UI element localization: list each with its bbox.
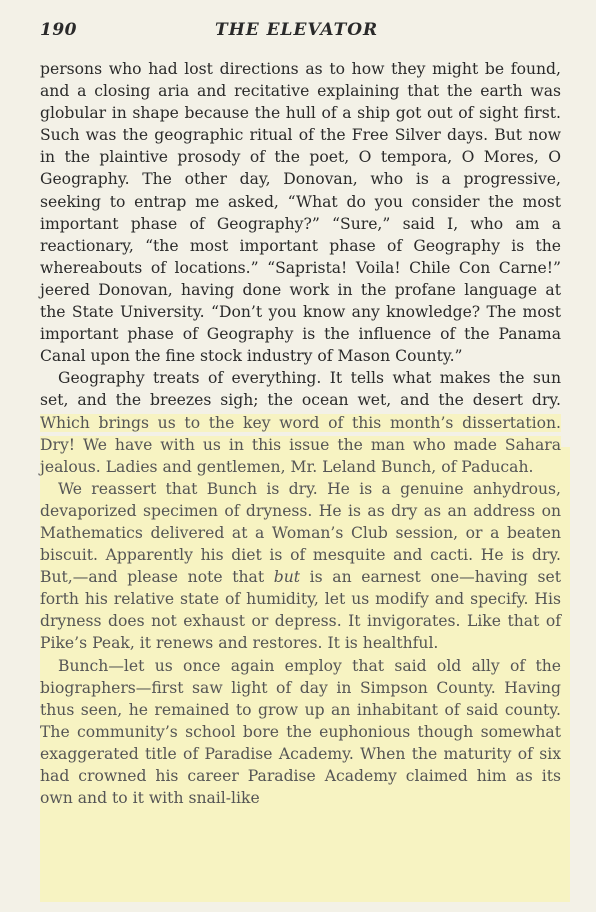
page-number: 190 [40, 20, 77, 40]
paragraph-3-italic: but [273, 568, 301, 587]
paragraph-3-after: is an earnest one—having set forth his relative state of humidity, let us modify and specify. His dryness does not exhaust or depress. It invigorates. Like that of Pike’s Peak, it renews and restores. It is healthful. [40, 568, 561, 653]
running-head [40, 20, 560, 46]
paragraph-3 [40, 478, 561, 655]
paragraph-2-plain: Geography treats of everything. It tells what makes the sun set, and the breezes sigh; the ocean wet, and the desert dry. [40, 369, 561, 410]
paragraph-4: Bunch—let us once again employ that said old ally of the biographers—first saw light of day in Simpson County. Having thus seen, he remained to grow up an inhabitant of said county. The community’s school bore the euphonious though somewhat exaggerated title of Paradise Academy. When the maturity of six had crowned his career Paradise Academy claimed him as its own and to it with snail-like [40, 655, 561, 810]
paragraph-3-before: We reassert that Bunch is dry. He is a genuine anhydrous, devaporized specimen of dryness. He is as dry as an address on Mathematics delivered at a Woman’s Club session, or a beaten biscuit. Apparently his diet is of mesquite and cacti. He is dry. But,—and please note that [40, 479, 561, 587]
running-title: THE ELEVATOR [215, 20, 379, 40]
body-text [40, 58, 561, 809]
paragraph-2-highlighted: Which brings us to the key word of this month’s dissertation. Dry! We have with us in this issue the man who made Sahara jealous. Ladies and gentlemen, Mr. Leland Bunch, of Paducah. [40, 413, 561, 476]
paragraph-1: persons who had lost directions as to how they might be found, and a closing aria and recitative explaining that the earth was globular in shape because the hull of a ship got out of sight first. Such was the geographic ritual of the Free Silver days. But now in the plaintive prosody of the poet, O tempora, O Mores, O Geography. The other day, Donovan, who is a progressive, seeking to entrap me asked, “What do you consider the most important phase of Geography?” “Sure,” said I, who am a reactionary, “the most important phase of Geography is the whereabouts of locations.” “Saprista! Voila! Chile Con Carne!” jeered Donovan, having done work in the profane language at the State University. “Don’t you know any knowledge? The most important phase of Geography is the influence of the Panama Canal upon the fine stock industry of Mason County.” [40, 60, 561, 366]
paragraph-2 [40, 367, 561, 477]
